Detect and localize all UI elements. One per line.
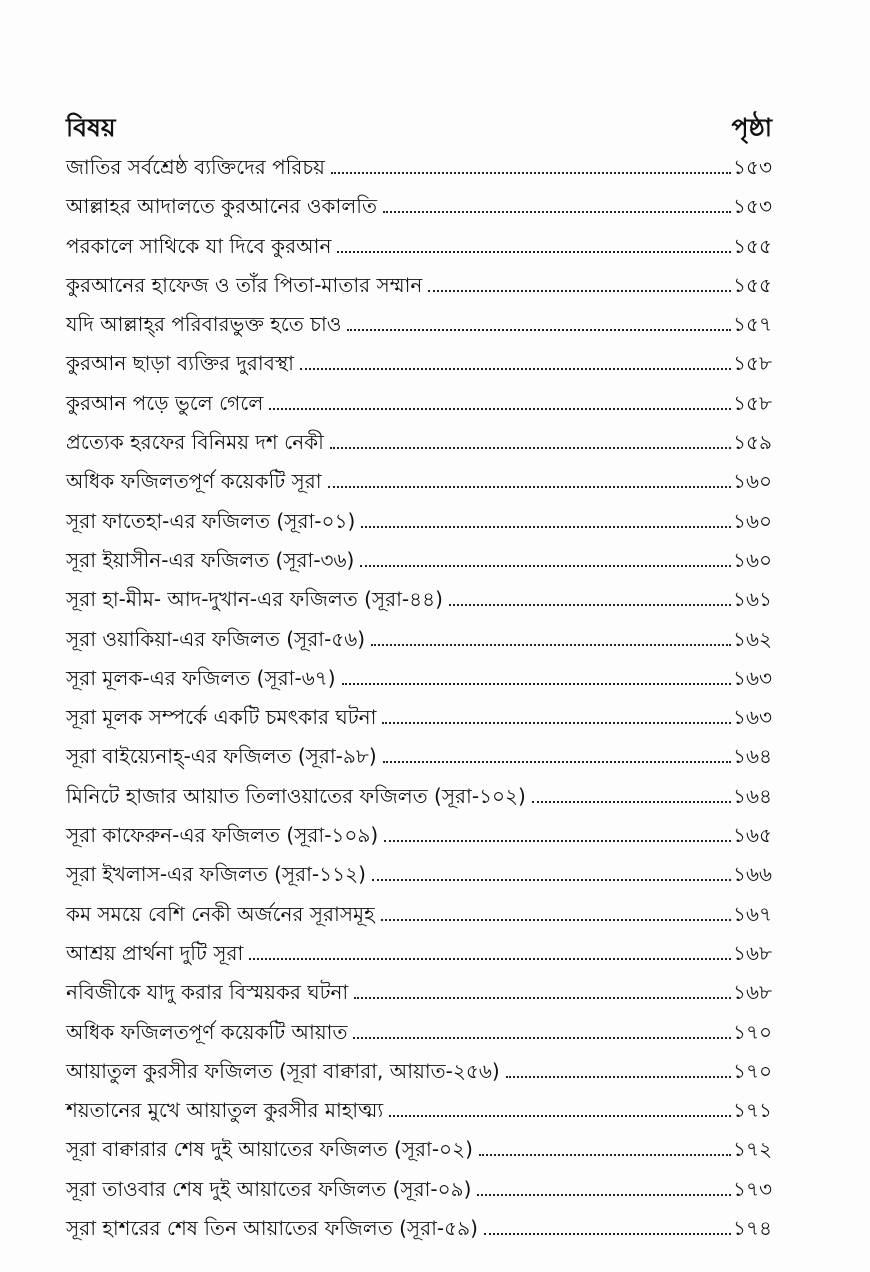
toc-entry-title: সূরা মূলক সম্পর্কে একটি চমৎকার ঘটনা bbox=[66, 705, 377, 730]
toc-entry-title: সূরা ইয়াসীন-এর ফজিলত (সূরা-৩৬) bbox=[66, 547, 355, 572]
toc-entry bbox=[66, 1091, 772, 1130]
dot-leader bbox=[479, 1154, 731, 1156]
toc-entry bbox=[66, 344, 772, 383]
toc-entry bbox=[66, 187, 772, 226]
dot-leader bbox=[353, 1037, 731, 1039]
dot-leader bbox=[337, 251, 731, 253]
toc-entry bbox=[66, 541, 772, 580]
dot-leader bbox=[384, 840, 731, 842]
toc-entry bbox=[66, 698, 772, 737]
dot-leader bbox=[354, 997, 731, 999]
toc-entry bbox=[66, 305, 772, 344]
dot-leader bbox=[269, 408, 731, 410]
toc-entry-title: কম সময়ে বেশি নেকী অর্জনের সূরাসমূহ bbox=[66, 901, 375, 926]
dot-leader bbox=[249, 958, 731, 960]
toc-entry-title: জাতির সর্বশ্রেষ্ঠ ব্যক্তিদের পরিচয় bbox=[66, 155, 325, 179]
toc-entry-title: শয়তানের মুখে আয়াতুল কুরসীর মাহাত্ম্য bbox=[66, 1098, 384, 1123]
dot-leader bbox=[381, 919, 731, 921]
toc-entry-title: সূরা হা-মীম- আদ-দুখান-এর ফজিলত (সূরা-৪৪) bbox=[66, 587, 443, 612]
toc-entry-page-number: ১৬৩ bbox=[733, 665, 772, 690]
toc-entry-title: সূরা মূলক-এর ফজিলত (সূরা-৬৭) bbox=[66, 665, 336, 690]
toc-entry bbox=[66, 855, 772, 894]
toc-entry-title: সূরা ওয়াকিয়া-এর ফজিলত (সূরা-৫৬) bbox=[66, 626, 366, 651]
toc-entry bbox=[66, 777, 772, 816]
dot-leader bbox=[383, 211, 731, 213]
toc-entry-page-number: ১৬৪ bbox=[733, 744, 772, 769]
toc-entry-page-number: ১৭২ bbox=[733, 1137, 772, 1162]
dot-leader bbox=[506, 1076, 731, 1078]
toc-entry-page-number: ১৫৭ bbox=[733, 312, 772, 337]
toc-entry bbox=[66, 266, 772, 305]
dot-leader bbox=[449, 604, 731, 606]
toc-entry bbox=[66, 1052, 772, 1091]
toc-entry bbox=[66, 148, 772, 187]
toc-entry bbox=[66, 1170, 772, 1209]
toc-entry bbox=[66, 580, 772, 619]
toc-entry-page-number: ১৬১ bbox=[733, 587, 772, 612]
toc-entry-page-number: ১৭০ bbox=[733, 1019, 772, 1044]
toc-entry-page-number: ১৫৯ bbox=[733, 430, 772, 455]
toc-entry-page-number: ১৬৬ bbox=[733, 862, 772, 887]
toc-entry-page-number: ১৬৩ bbox=[733, 705, 772, 730]
toc-entry-page-number: ১৫৫ bbox=[733, 272, 772, 297]
toc-entry bbox=[66, 502, 772, 541]
toc-entry-page-number: ১৭৩ bbox=[733, 1176, 772, 1201]
toc-entry bbox=[66, 973, 772, 1012]
toc-entry bbox=[66, 1013, 772, 1052]
dot-leader bbox=[347, 329, 731, 331]
toc-entry-title: সূরা বাক্বারার শেষ দুই আয়াতের ফজিলত (সূরা-০২) bbox=[66, 1137, 473, 1162]
subject-column-label: বিষয় bbox=[66, 113, 116, 142]
dot-leader bbox=[361, 526, 731, 528]
toc-entry-title: সূরা হাশরের শেষ তিন আয়াতের ফজিলত (সূরা-৫৯) bbox=[66, 1216, 478, 1241]
toc-entry-page-number: ১৭০ bbox=[733, 1058, 772, 1083]
toc-entry-title: অধিক ফজিলতপূর্ণ কয়েকটি আয়াত bbox=[66, 1019, 348, 1044]
toc-entry bbox=[66, 816, 772, 855]
toc-entry-page-number: ১৭১ bbox=[733, 1098, 772, 1123]
toc-entry bbox=[66, 934, 772, 973]
toc-entry-title: মিনিটে হাজার আয়াত তিলাওয়াতের ফজিলত (সূরা-১০২) bbox=[66, 783, 526, 808]
toc-entry-title: সূরা ফাতেহা-এর ফজিলত (সূরা-০১) bbox=[66, 508, 356, 533]
toc-entry-title: সূরা কাফেরুন-এর ফজিলত (সূরা-১০৯) bbox=[66, 823, 379, 848]
toc-entry-page-number: ১৫৩ bbox=[733, 194, 772, 219]
dot-leader bbox=[532, 801, 731, 803]
toc-entry-title: যদি আল্লাহ্‌র পরিবারভুক্ত হতে চাও bbox=[66, 312, 342, 337]
toc-entry-page-number: ১৬৮ bbox=[733, 940, 772, 965]
dot-leader bbox=[330, 447, 731, 449]
toc-entry-page-number: ১৬৫ bbox=[733, 823, 772, 848]
dot-leader bbox=[328, 486, 731, 488]
toc-entry bbox=[66, 1130, 772, 1169]
toc-entry-title: প্রত্যেক হরফের বিনিময় দশ নেকী bbox=[66, 430, 324, 455]
dot-leader bbox=[382, 722, 731, 724]
toc-entry-title: পরকালে সাথিকে যা দিবে কুরআন bbox=[66, 233, 332, 258]
toc-entry-page-number: ১৬০ bbox=[733, 508, 772, 533]
toc-entry-page-number: ১৫৮ bbox=[733, 351, 772, 376]
toc-entry-page-number: ১৫৮ bbox=[733, 390, 772, 415]
dot-leader bbox=[331, 172, 731, 174]
toc-entry-page-number: ১৫৫ bbox=[733, 233, 772, 258]
toc-entry bbox=[66, 659, 772, 698]
toc-entry-page-number: ১৬৮ bbox=[733, 980, 772, 1005]
dot-leader bbox=[428, 290, 731, 292]
toc-entry-title: নবিজীকে যাদু করার বিস্ময়কর ঘটনা bbox=[66, 980, 349, 1005]
toc-entry-title: আশ্রয় প্রার্থনা দুটি সূরা bbox=[66, 940, 244, 965]
toc-entry-page-number: ১৬৪ bbox=[733, 783, 772, 808]
toc-entry-title: আয়াতুল কুরসীর ফজিলত (সূরা বাক্বারা, আয়াত-২৫৬) bbox=[66, 1058, 500, 1083]
dot-leader bbox=[342, 683, 731, 685]
toc-entry bbox=[66, 1209, 772, 1248]
toc-entry-title: কুরআন পড়ে ভুলে গেলে bbox=[66, 390, 264, 415]
toc-entry-title: অধিক ফজিলতপূর্ণ কয়েকটি সূরা bbox=[66, 469, 322, 494]
toc-entry-page-number: ১৫৩ bbox=[733, 155, 772, 179]
toc-entry bbox=[66, 737, 772, 776]
toc-entry-page-number: ১৬০ bbox=[733, 469, 772, 494]
dot-leader bbox=[477, 1194, 731, 1196]
toc-entry-title: কুরআনের হাফেজ ও তাঁর পিতা-মাতার সম্মান bbox=[66, 272, 423, 297]
toc-entry-page-number: ১৭৪ bbox=[733, 1216, 772, 1241]
dot-leader bbox=[389, 1115, 731, 1117]
dot-leader bbox=[484, 1233, 731, 1235]
dot-leader bbox=[300, 368, 731, 370]
page-column-label: পৃষ্ঠা bbox=[731, 113, 772, 142]
dot-leader bbox=[360, 565, 731, 567]
toc-entry bbox=[66, 895, 772, 934]
toc-entry-page-number: ১৬৭ bbox=[733, 901, 772, 926]
toc-entry bbox=[66, 462, 772, 501]
dot-leader bbox=[371, 644, 731, 646]
toc-entry bbox=[66, 620, 772, 659]
toc-entry-title: সূরা ইখলাস-এর ফজিলত (সূরা-১১২) bbox=[66, 862, 366, 887]
toc-entry-page-number: ১৬২ bbox=[733, 626, 772, 651]
toc-header bbox=[66, 108, 772, 148]
toc-entry bbox=[66, 423, 772, 462]
toc-entry bbox=[66, 227, 772, 266]
toc-entry-title: কুরআন ছাড়া ব্যক্তির দুরাবস্থা bbox=[66, 351, 294, 376]
toc-entry-title: আল্লাহর আদালতে কুরআনের ওকালতি bbox=[66, 194, 377, 219]
toc-entry-title: সূরা তাওবার শেষ দুই আয়াতের ফজিলত (সূরা-০৯) bbox=[66, 1176, 472, 1201]
toc-entry-title: সূরা বাইয়্যেনাহ্-এর ফজিলত (সূরা-৯৮) bbox=[66, 744, 377, 769]
toc-list bbox=[66, 148, 772, 1248]
dot-leader bbox=[372, 879, 731, 881]
dot-leader bbox=[383, 761, 731, 763]
toc-entry-page-number: ১৬০ bbox=[733, 547, 772, 572]
toc-entry bbox=[66, 384, 772, 423]
